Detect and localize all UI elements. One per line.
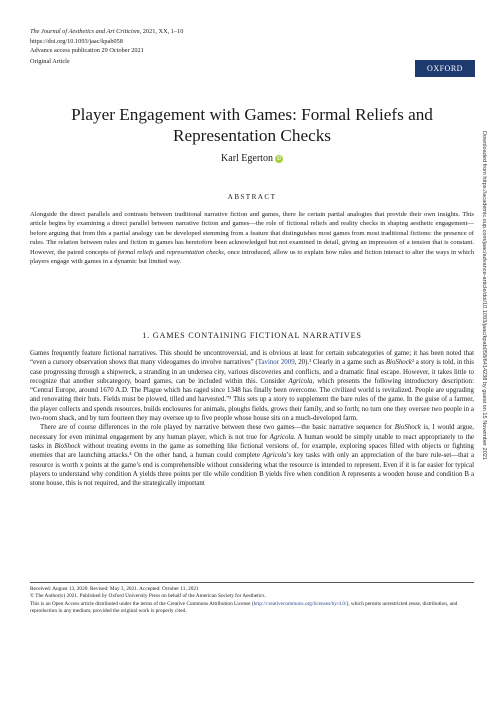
received-dates: Received: August 13, 2020. Revised: May 3, 2021. Accepted: October 11, 2021	[30, 586, 199, 592]
text-run: ² a story is told, in this case progressing through a shipwreck, a stranding in an undersea city, various discoveries and conflicts, and a dramatic final escape. However, it takes little to recognize that another subcategory, board games, can be included within this. Consider	[30, 359, 474, 385]
journal-header	[30, 27, 183, 66]
doi-link[interactable]: https://doi.org/10.1093/jaac/kpab058	[30, 37, 123, 45]
citation-link[interactable]: Tavinor 2009	[257, 359, 295, 367]
abstract-italic: representation checks	[166, 248, 224, 256]
paragraph	[30, 349, 474, 423]
abstract-part: , once introduced, allow us to explain how rules and fiction interact to alter the ways in which players engage with games in a dynamic but limited way.	[30, 248, 474, 266]
abstract-italic: formal reliefs	[117, 248, 154, 256]
italic-title: Agricola	[269, 433, 294, 441]
copyright-line: © The Author(s) 2021. Published by Oxford University Press on behalf of the American Society for Aesthetics.	[30, 593, 266, 600]
text-run: ), which permits unrestricted reuse, distribution, and reproduction in any medium, provided the original work is properly cited.	[30, 600, 458, 614]
advance-access-date: Advance access publication 29 October 2021	[30, 47, 144, 54]
paragraph	[30, 423, 474, 488]
body-text	[30, 349, 474, 488]
abstract-text	[30, 210, 474, 266]
text-run: , 20).¹ Clearly in a game such as	[294, 359, 386, 367]
author-name[interactable]: Karl Egerton	[221, 153, 273, 164]
text-run: This is an Open Access article distributed under the terms of the Creative Commons Attribution License (	[30, 600, 254, 607]
section-heading: 1. GAMES CONTAINING FICTIONAL NARRATIVES	[142, 331, 362, 340]
abstract-part: Alongside the direct parallels and contrasts between traditional narrative fiction and games, there lie certain partial analogies that provide their own insights. This article begins by examining a direct parallel between narrative fiction and games—the role of fictional reliefs and reality checks in shaping aesthetic engagement—before arguing that from this a partial analogy can be developed stemming from a feature that distinguishes most games from most traditional fictions: the presence of rules. The relation between rules and fiction in games has heretofore been acknowledged but not examined in detail, giving an impression of a tension that is constant. However, the paired concepts of	[30, 211, 474, 256]
journal-citation: , 2021, XX, 1–10	[139, 28, 184, 35]
footer-notes	[30, 586, 474, 615]
italic-title: Agricola	[288, 377, 313, 385]
text-run: is, I would argue, necessary for even minimal engagement by any human player, which is not true for	[30, 424, 474, 441]
orcid-icon[interactable]: iD	[276, 155, 282, 162]
italic-title: Agricola	[262, 452, 287, 460]
text-run: There are of course differences in the role played by narrative between these two games—the basic narrative sequence for	[40, 424, 395, 432]
article-title: Player Engagement with Games: Formal Reliefs and Representation Checks	[71, 105, 433, 145]
text-run: , which presents the following introductory description: “Central Europe, around 1670 A.D. The Plague which has raged since 1348 has finally been overcome. The civilized world is revitalized. People are upgrading and renovating their huts. Fields must be plowed, tilled and harvested.”³ This sets up a story to supplement the bare rules of the game. In the guise of a farmer, the player collects and spends resources, builds enclosures for animals, ploughs fields, grows their family, and so forth; no turn one they oversee two people in a two-room shack, and by turn fourteen they may oversee up to five people whose house sits on a much-developed farm.	[30, 377, 474, 423]
text-run: . A human would be simply unable to react appropriately to the tasks in	[30, 433, 474, 450]
text-run: Games frequently feature fictional narratives. This should be uncontroversial, and is obvious at least for certain subcategories of game; it has been noted that “even a cursory observation shows that many videogames do involve narratives” (	[30, 350, 474, 367]
author-line	[0, 153, 504, 164]
text-run: ’s key tasks with only an appreciation of the bare rule-set—that a resource is worth x points at the game’s end is comprehensible without considering what the resource is intended to represent. Even if it is far easier for typical players to understand why condition A yields three points per tile while condition B yields five when condition A represents a wooden house and condition B a stone house, this is not required, and the strategically important	[30, 452, 474, 488]
journal-name: The Journal of Aesthetics and Art Criticism	[30, 28, 140, 35]
abstract-heading: ABSTRACT	[227, 193, 277, 201]
oxford-logo: OXFORD	[415, 60, 475, 77]
download-watermark: Downloaded from https://academic.oup.com/jaac/advance-article/doi/10.1093/jaac/kpab058/6414238 by guest on 15 November 2021	[481, 131, 487, 460]
italic-title: BioShock	[385, 359, 412, 367]
abstract-part: and	[153, 248, 167, 256]
italic-title: BioShock	[394, 424, 421, 432]
italic-title: BioShock	[54, 442, 81, 450]
article-type: Original Article	[30, 57, 70, 65]
license-line	[30, 601, 474, 616]
license-link[interactable]: http://creativecommons.org/licenses/by/4.0/	[253, 600, 347, 607]
text-run: without treating events in the game as something like fictional versions of, for example, exploring spaces filled with objects or fighting enemies that are launching attacks.⁴ On the other hand, a human could complete	[30, 442, 474, 460]
footer-divider	[30, 582, 474, 583]
